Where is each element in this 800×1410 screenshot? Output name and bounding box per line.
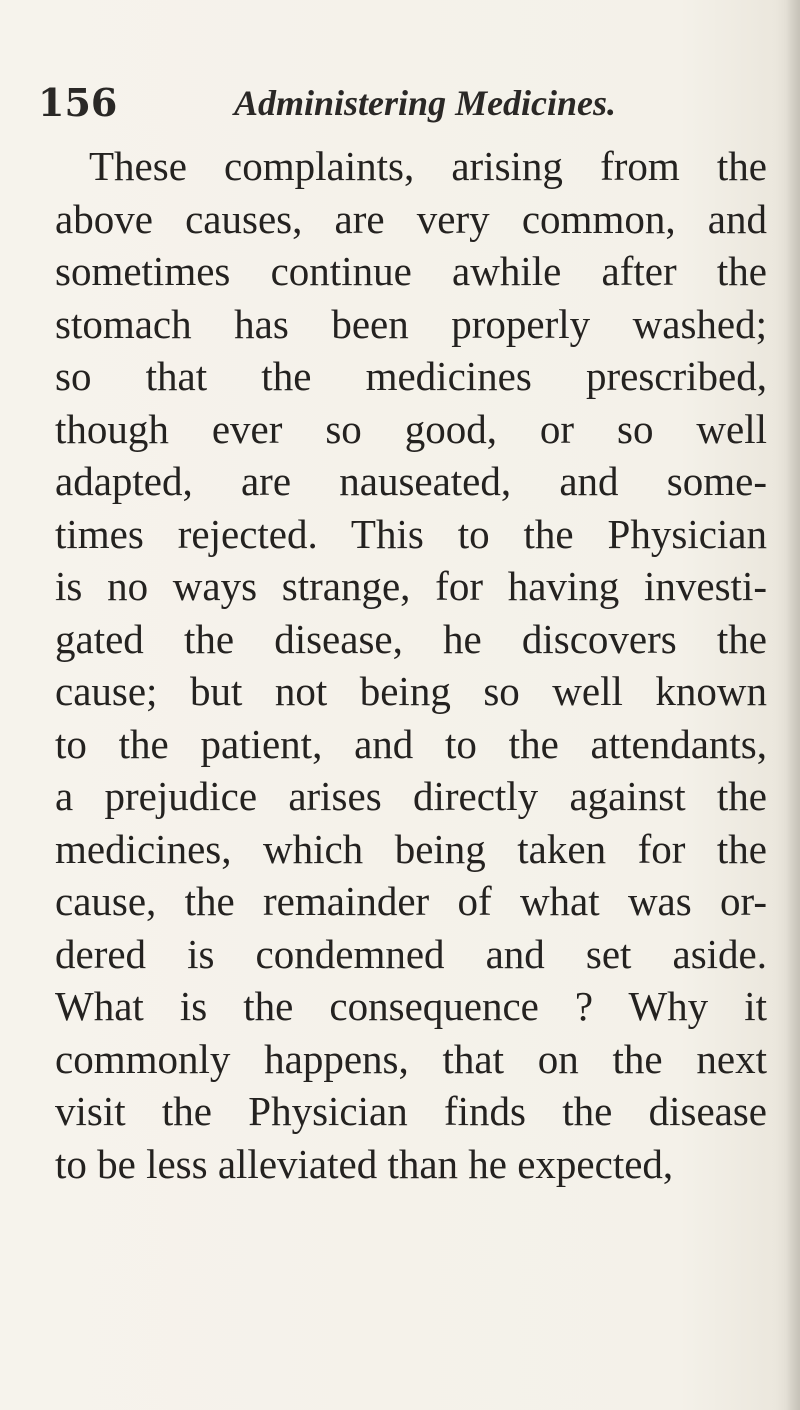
text-line: above causes, are very common, and <box>55 195 767 242</box>
text-line: These complaints, arising from the <box>89 143 767 189</box>
page-number: 156 <box>38 80 118 125</box>
text-line: stomach has been properly washed; <box>55 300 767 347</box>
text-line: sometimes continue awhile after the <box>55 248 767 294</box>
text-line: gated the disease, he discovers the <box>55 615 767 662</box>
text-line: dered is condemned and set aside. <box>55 930 767 977</box>
running-title: Administering Medicines. <box>234 83 617 123</box>
text-line: visit the Physician finds the disease <box>55 1088 767 1134</box>
text-line: cause, the remainder of what was or- <box>55 878 767 924</box>
text-line: so that the medicines prescribed, <box>55 353 767 399</box>
text-line: though ever so good, or so well <box>55 405 767 452</box>
text-line: medicines, which being taken for the <box>55 825 767 872</box>
page-edge-shadow <box>786 0 800 1410</box>
text-line: to the patient, and to the attendants, <box>55 720 767 767</box>
text-line: is no ways strange, for having investi- <box>55 563 767 609</box>
text-line: times rejected. This to the Physician <box>55 510 767 557</box>
text-line: to be less alleviated than he expected, <box>55 1140 674 1187</box>
page-header <box>38 78 778 128</box>
text-line: a prejudice arises directly against the <box>55 773 767 819</box>
text-line: commonly happens, that on the next <box>55 1035 767 1082</box>
body-paragraph <box>55 140 767 1190</box>
text-line: cause; but not being so well known <box>55 668 767 714</box>
text-line: adapted, are nauseated, and some- <box>55 458 767 504</box>
text-line: What is the consequence ? Why it <box>55 983 767 1029</box>
